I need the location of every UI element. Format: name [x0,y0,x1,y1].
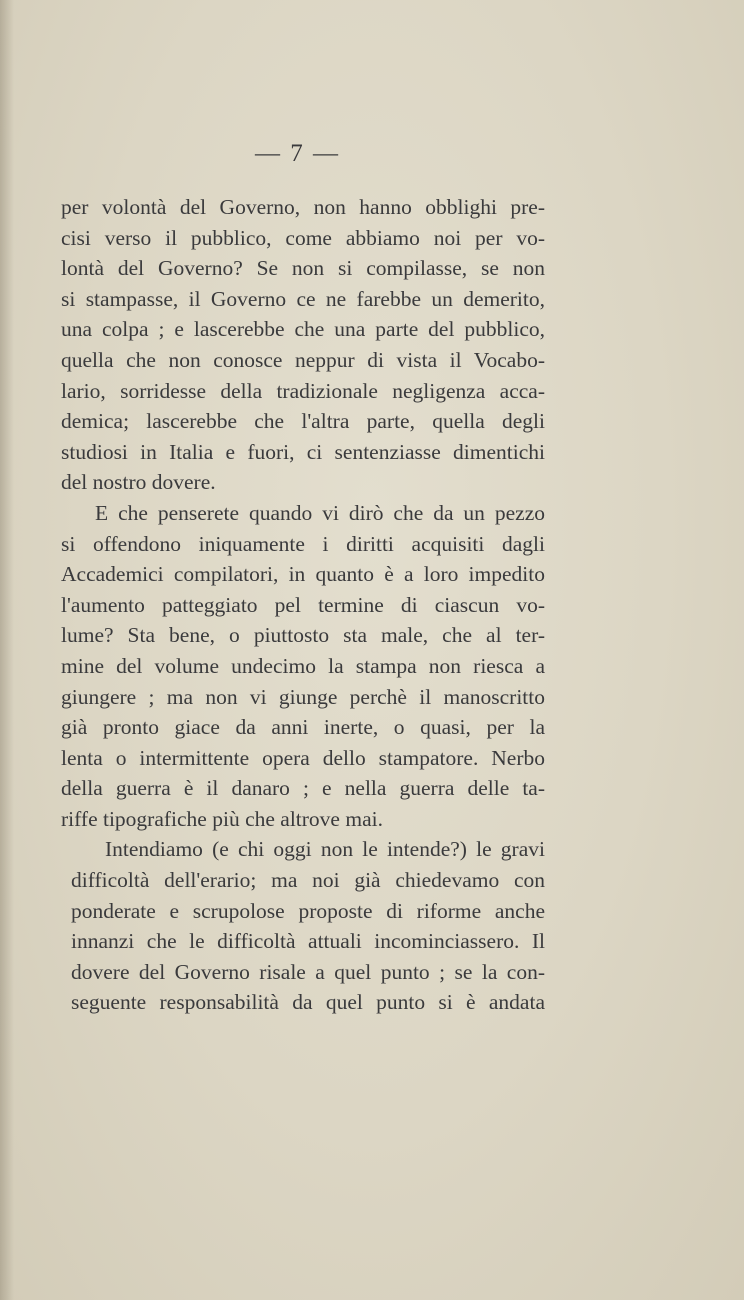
text-line: lontà del Governo? Se non si compilasse, se non [61,256,545,281]
text-line: riffe tipografiche più che altrove mai. [61,806,383,831]
text-line: della guerra è il danaro ; e nella guerra delle ta- [61,776,545,801]
text-line: lume? Sta bene, o piuttosto sta male, che al ter- [61,623,545,648]
text-line: mine del volume undecimo la stampa non riesca a [61,653,545,678]
text-line: l'aumento patteggiato pel termine di ciascun vo- [61,592,545,617]
text-line: ponderate e scrupolose proposte di riforme anche [71,898,545,923]
text-line: del nostro dovere. [61,470,216,495]
text-line: Accademici compilatori, in quanto è a loro impedito [61,562,545,587]
text-line: lario, sorridesse della tradizionale negligenza acca- [61,378,545,403]
text-line: innanzi che le difficoltà attuali incominciassero. Il [71,929,545,954]
text-line: difficoltà dell'erario; ma noi già chiedevamo con [71,868,545,893]
text-line: già pronto giace da anni inerte, o quasi, per la [61,715,545,740]
text-line: giungere ; ma non vi giunge perchè il manoscritto [61,684,545,709]
text-line: dovere del Governo risale a quel punto ; se la con- [71,959,545,984]
text-line: quella che non conosce neppur di vista il Vocabo- [61,347,545,372]
text-line: studiosi in Italia e fuori, ci sentenziasse dimentichi [61,439,545,464]
text-line: si offendono iniquamente i diritti acquisiti dagli [61,531,545,556]
text-line: una colpa ; e lascerebbe che una parte del pubblico, [61,317,545,342]
binding-shadow [0,0,14,1300]
text-line: si stampasse, il Governo ce ne farebbe un demerito, [61,286,545,311]
text-line: per volontà del Governo, non hanno obblighi pre- [61,195,545,219]
text-line: cisi verso il pubblico, come abbiamo noi per vo- [61,225,545,250]
body-text [61,192,545,1018]
text-line: Intendiamo (e chi oggi non le intende?) le gravi [105,837,545,862]
text-line: demica; lascerebbe che l'altra parte, quella degli [61,409,545,434]
text-line: lenta o intermittente opera dello stampatore. Nerbo [61,745,545,770]
text-line: E che penserete quando vi dirò che da un pezzo [95,500,545,525]
page-number: — 7 — [255,140,340,167]
text-line: seguente responsabilità da quel punto si è andata [71,990,545,1015]
